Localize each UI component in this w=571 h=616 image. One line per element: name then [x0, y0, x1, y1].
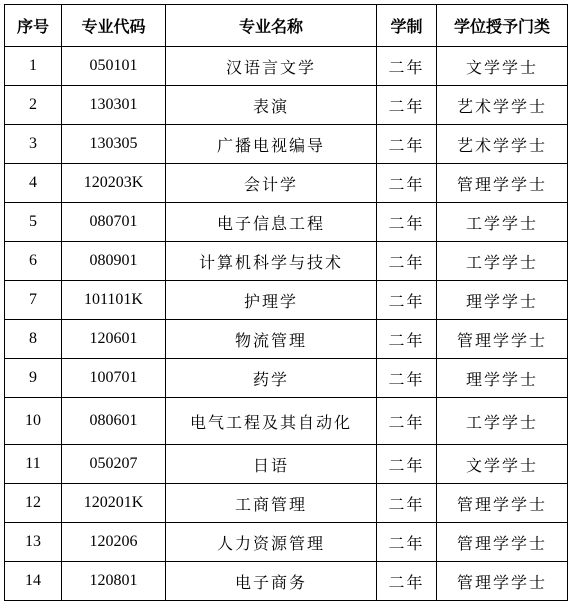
cell-code: 050207: [62, 445, 166, 484]
cell-code: 120201K: [62, 484, 166, 523]
table-row: [5, 47, 568, 86]
cell-degree: 艺术学学士: [437, 86, 568, 125]
cell-major-name: 计算机科学与技术: [166, 242, 377, 281]
cell-degree: 工学学士: [437, 242, 568, 281]
table-row: [5, 281, 568, 320]
cell-major-name: 物流管理: [166, 320, 377, 359]
table-row: [5, 164, 568, 203]
cell-duration: 二年: [377, 398, 437, 445]
cell-seq: 9: [5, 359, 62, 398]
table-body: [5, 47, 568, 601]
cell-seq: 3: [5, 125, 62, 164]
cell-major-name: 汉语言文学: [166, 47, 377, 86]
table-row: [5, 203, 568, 242]
table-row: [5, 125, 568, 164]
cell-degree: 管理学学士: [437, 320, 568, 359]
cell-degree: 理学学士: [437, 359, 568, 398]
cell-code: 130301: [62, 86, 166, 125]
cell-major-name: 人力资源管理: [166, 523, 377, 562]
header-name: 专业名称: [166, 5, 377, 47]
cell-major-name: 电气工程及其自动化: [166, 398, 377, 445]
cell-code: 120801: [62, 562, 166, 601]
cell-code: 050101: [62, 47, 166, 86]
cell-degree: 理学学士: [437, 281, 568, 320]
cell-code: 080901: [62, 242, 166, 281]
cell-code: 120601: [62, 320, 166, 359]
cell-degree: 工学学士: [437, 203, 568, 242]
cell-seq: 4: [5, 164, 62, 203]
cell-duration: 二年: [377, 203, 437, 242]
cell-degree: 文学学士: [437, 445, 568, 484]
cell-duration: 二年: [377, 47, 437, 86]
table-header: [5, 5, 568, 47]
cell-degree: 艺术学学士: [437, 125, 568, 164]
cell-seq: 12: [5, 484, 62, 523]
cell-duration: 二年: [377, 242, 437, 281]
header-duration: 学制: [377, 5, 437, 47]
header-seq: 序号: [5, 5, 62, 47]
header-code: 专业代码: [62, 5, 166, 47]
cell-code: 080601: [62, 398, 166, 445]
cell-seq: 5: [5, 203, 62, 242]
majors-table: [4, 4, 568, 601]
cell-major-name: 电子商务: [166, 562, 377, 601]
cell-duration: 二年: [377, 125, 437, 164]
cell-major-name: 电子信息工程: [166, 203, 377, 242]
cell-duration: 二年: [377, 164, 437, 203]
cell-degree: 管理学学士: [437, 484, 568, 523]
table-row: [5, 562, 568, 601]
table-row: [5, 484, 568, 523]
cell-duration: 二年: [377, 320, 437, 359]
cell-seq: 7: [5, 281, 62, 320]
cell-degree: 管理学学士: [437, 523, 568, 562]
cell-code: 120203K: [62, 164, 166, 203]
table-row: [5, 359, 568, 398]
table-row: [5, 320, 568, 359]
cell-duration: 二年: [377, 523, 437, 562]
cell-seq: 8: [5, 320, 62, 359]
cell-seq: 14: [5, 562, 62, 601]
cell-major-name: 工商管理: [166, 484, 377, 523]
cell-duration: 二年: [377, 484, 437, 523]
cell-degree: 工学学士: [437, 398, 568, 445]
cell-seq: 10: [5, 398, 62, 445]
cell-seq: 11: [5, 445, 62, 484]
cell-duration: 二年: [377, 445, 437, 484]
cell-degree: 管理学学士: [437, 164, 568, 203]
cell-seq: 2: [5, 86, 62, 125]
cell-code: 120206: [62, 523, 166, 562]
cell-major-name: 广播电视编导: [166, 125, 377, 164]
cell-major-name: 会计学: [166, 164, 377, 203]
cell-duration: 二年: [377, 86, 437, 125]
cell-duration: 二年: [377, 281, 437, 320]
table-row: [5, 445, 568, 484]
table-row: [5, 86, 568, 125]
table-row: [5, 242, 568, 281]
cell-code: 100701: [62, 359, 166, 398]
cell-code: 080701: [62, 203, 166, 242]
table-row: [5, 398, 568, 445]
header-degree: 学位授予门类: [437, 5, 568, 47]
cell-code: 130305: [62, 125, 166, 164]
header-row: [5, 5, 568, 47]
cell-duration: 二年: [377, 359, 437, 398]
cell-code: 101101K: [62, 281, 166, 320]
cell-duration: 二年: [377, 562, 437, 601]
cell-seq: 1: [5, 47, 62, 86]
cell-major-name: 护理学: [166, 281, 377, 320]
cell-major-name: 药学: [166, 359, 377, 398]
cell-major-name: 表演: [166, 86, 377, 125]
cell-seq: 6: [5, 242, 62, 281]
table-row: [5, 523, 568, 562]
footnote-partial: [40, 608, 440, 616]
cell-seq: 13: [5, 523, 62, 562]
cell-degree: 文学学士: [437, 47, 568, 86]
cell-degree: 管理学学士: [437, 562, 568, 601]
cell-major-name: 日语: [166, 445, 377, 484]
